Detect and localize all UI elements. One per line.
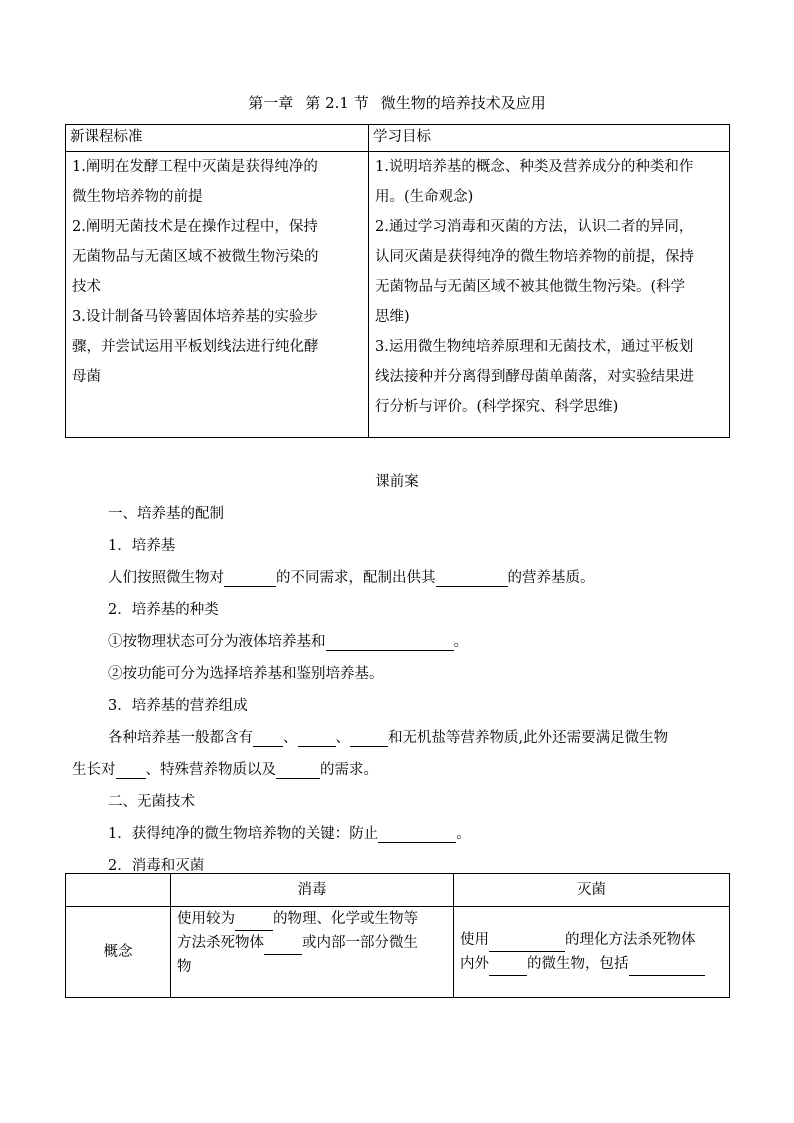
goal-line: 认同灭菌是获得纯净的微生物培养物的前提，保持 — [375, 249, 694, 265]
s1-2-heading: 2．培养基的种类 — [108, 602, 219, 618]
blank-field[interactable] — [253, 730, 283, 747]
standard-line: 3.设计制备马铃薯固体培养基的实验步 — [72, 309, 318, 325]
header-sterilization: 灭菌 — [454, 874, 730, 907]
standard-line: 2.阐明无菌技术是在操作过程中，保持 — [72, 219, 318, 235]
blank-field[interactable] — [378, 826, 456, 843]
row-label-concept: 概念 — [66, 907, 171, 998]
s2-heading: 二、无菌技术 — [108, 794, 195, 810]
goal-line: 无菌物品与无菌区域不被其他微生物污染。(科学 — [375, 279, 686, 295]
goal-line: 思维) — [375, 309, 410, 325]
disinfection-concept: 使用较为 的物理、化学或生物等 方法杀死物体 或内部一部分微生 物 — [171, 907, 454, 998]
standards-cell — [66, 152, 369, 438]
standard-line: 无菌物品与无菌区域不被微生物污染的 — [72, 249, 319, 265]
disinfection-table — [65, 873, 730, 998]
standard-line: 1.阐明在发酵工程中灭菌是获得纯净的 — [72, 159, 318, 175]
title-topic: 微生物的培养技术及应用 — [380, 94, 546, 112]
goal-line: 3.运用微生物纯培养原理和无菌技术，通过平板划 — [375, 339, 694, 355]
s1-1-heading: 1．培养基 — [108, 538, 176, 554]
header-disinfection: 消毒 — [171, 874, 454, 907]
standard-line: 母菌 — [72, 369, 101, 385]
s1-2-a: ①按物理状态可分为液体培养基和 。 — [108, 634, 468, 650]
header-goals: 学习目标 — [369, 125, 730, 152]
s2-1: 1．获得纯净的微生物培养物的关键：防止 。 — [108, 826, 471, 842]
blank-field[interactable] — [235, 914, 273, 931]
s1-heading: 一、培养基的配制 — [108, 506, 224, 522]
blank-field[interactable] — [436, 570, 508, 587]
goal-line: 用。(生命观念) — [375, 189, 474, 205]
blank-field[interactable] — [350, 730, 388, 747]
goal-line: 2.通过学习消毒和灭菌的方法，认识二者的异同， — [375, 219, 694, 235]
s1-3-heading: 3．培养基的营养组成 — [108, 698, 248, 714]
blank-field[interactable] — [489, 959, 527, 976]
s1-2-b: ②按功能可分为选择培养基和鉴别培养基。 — [108, 666, 384, 682]
blank-field[interactable] — [264, 938, 302, 955]
s2-2-heading: 2．消毒和灭菌 — [108, 858, 205, 874]
corner-cell — [66, 874, 171, 907]
s1-3-line2: 生长对 、特殊营养物质以及 的需求。 — [72, 762, 378, 778]
goals-cell — [369, 152, 730, 438]
blank-field[interactable] — [276, 762, 320, 779]
blank-field[interactable] — [629, 959, 705, 976]
page-title — [0, 92, 794, 113]
goal-line: 线法接种并分离得到酵母菌单菌落，对实验结果进 — [375, 369, 694, 385]
goal-line: 行分析与评价。(科学探究、科学思维) — [375, 399, 619, 415]
standard-line: 技术 — [72, 279, 101, 295]
goal-line: 1.说明培养基的概念、种类及营养成分的种类和作 — [375, 159, 694, 175]
sterilization-concept: 使用 的理化方法杀死物体 内外 的微生物，包括 — [454, 907, 730, 998]
title-section: 第 2.1 节 — [305, 94, 369, 112]
s1-3-line1: 各种培养基一般都含有 、 、 和无机盐等营养物质,此外还需要满足微生物 — [108, 730, 669, 746]
section-title: 课前案 — [375, 474, 419, 490]
blank-field[interactable] — [489, 935, 565, 952]
blank-field[interactable] — [116, 762, 146, 779]
blank-field[interactable] — [326, 634, 454, 651]
blank-field[interactable] — [298, 730, 336, 747]
title-chapter: 第一章 — [248, 94, 294, 112]
standard-line: 微生物培养物的前提 — [72, 189, 203, 205]
standard-line: 骤，并尝试运用平板划线法进行纯化酵 — [72, 339, 319, 355]
header-standards: 新课程标准 — [66, 125, 369, 152]
blank-field[interactable] — [224, 570, 276, 587]
s1-1-text: 人们按照微生物对 的不同需求，配制出供其 的营养基质。 — [108, 570, 595, 586]
standards-table — [65, 124, 730, 438]
